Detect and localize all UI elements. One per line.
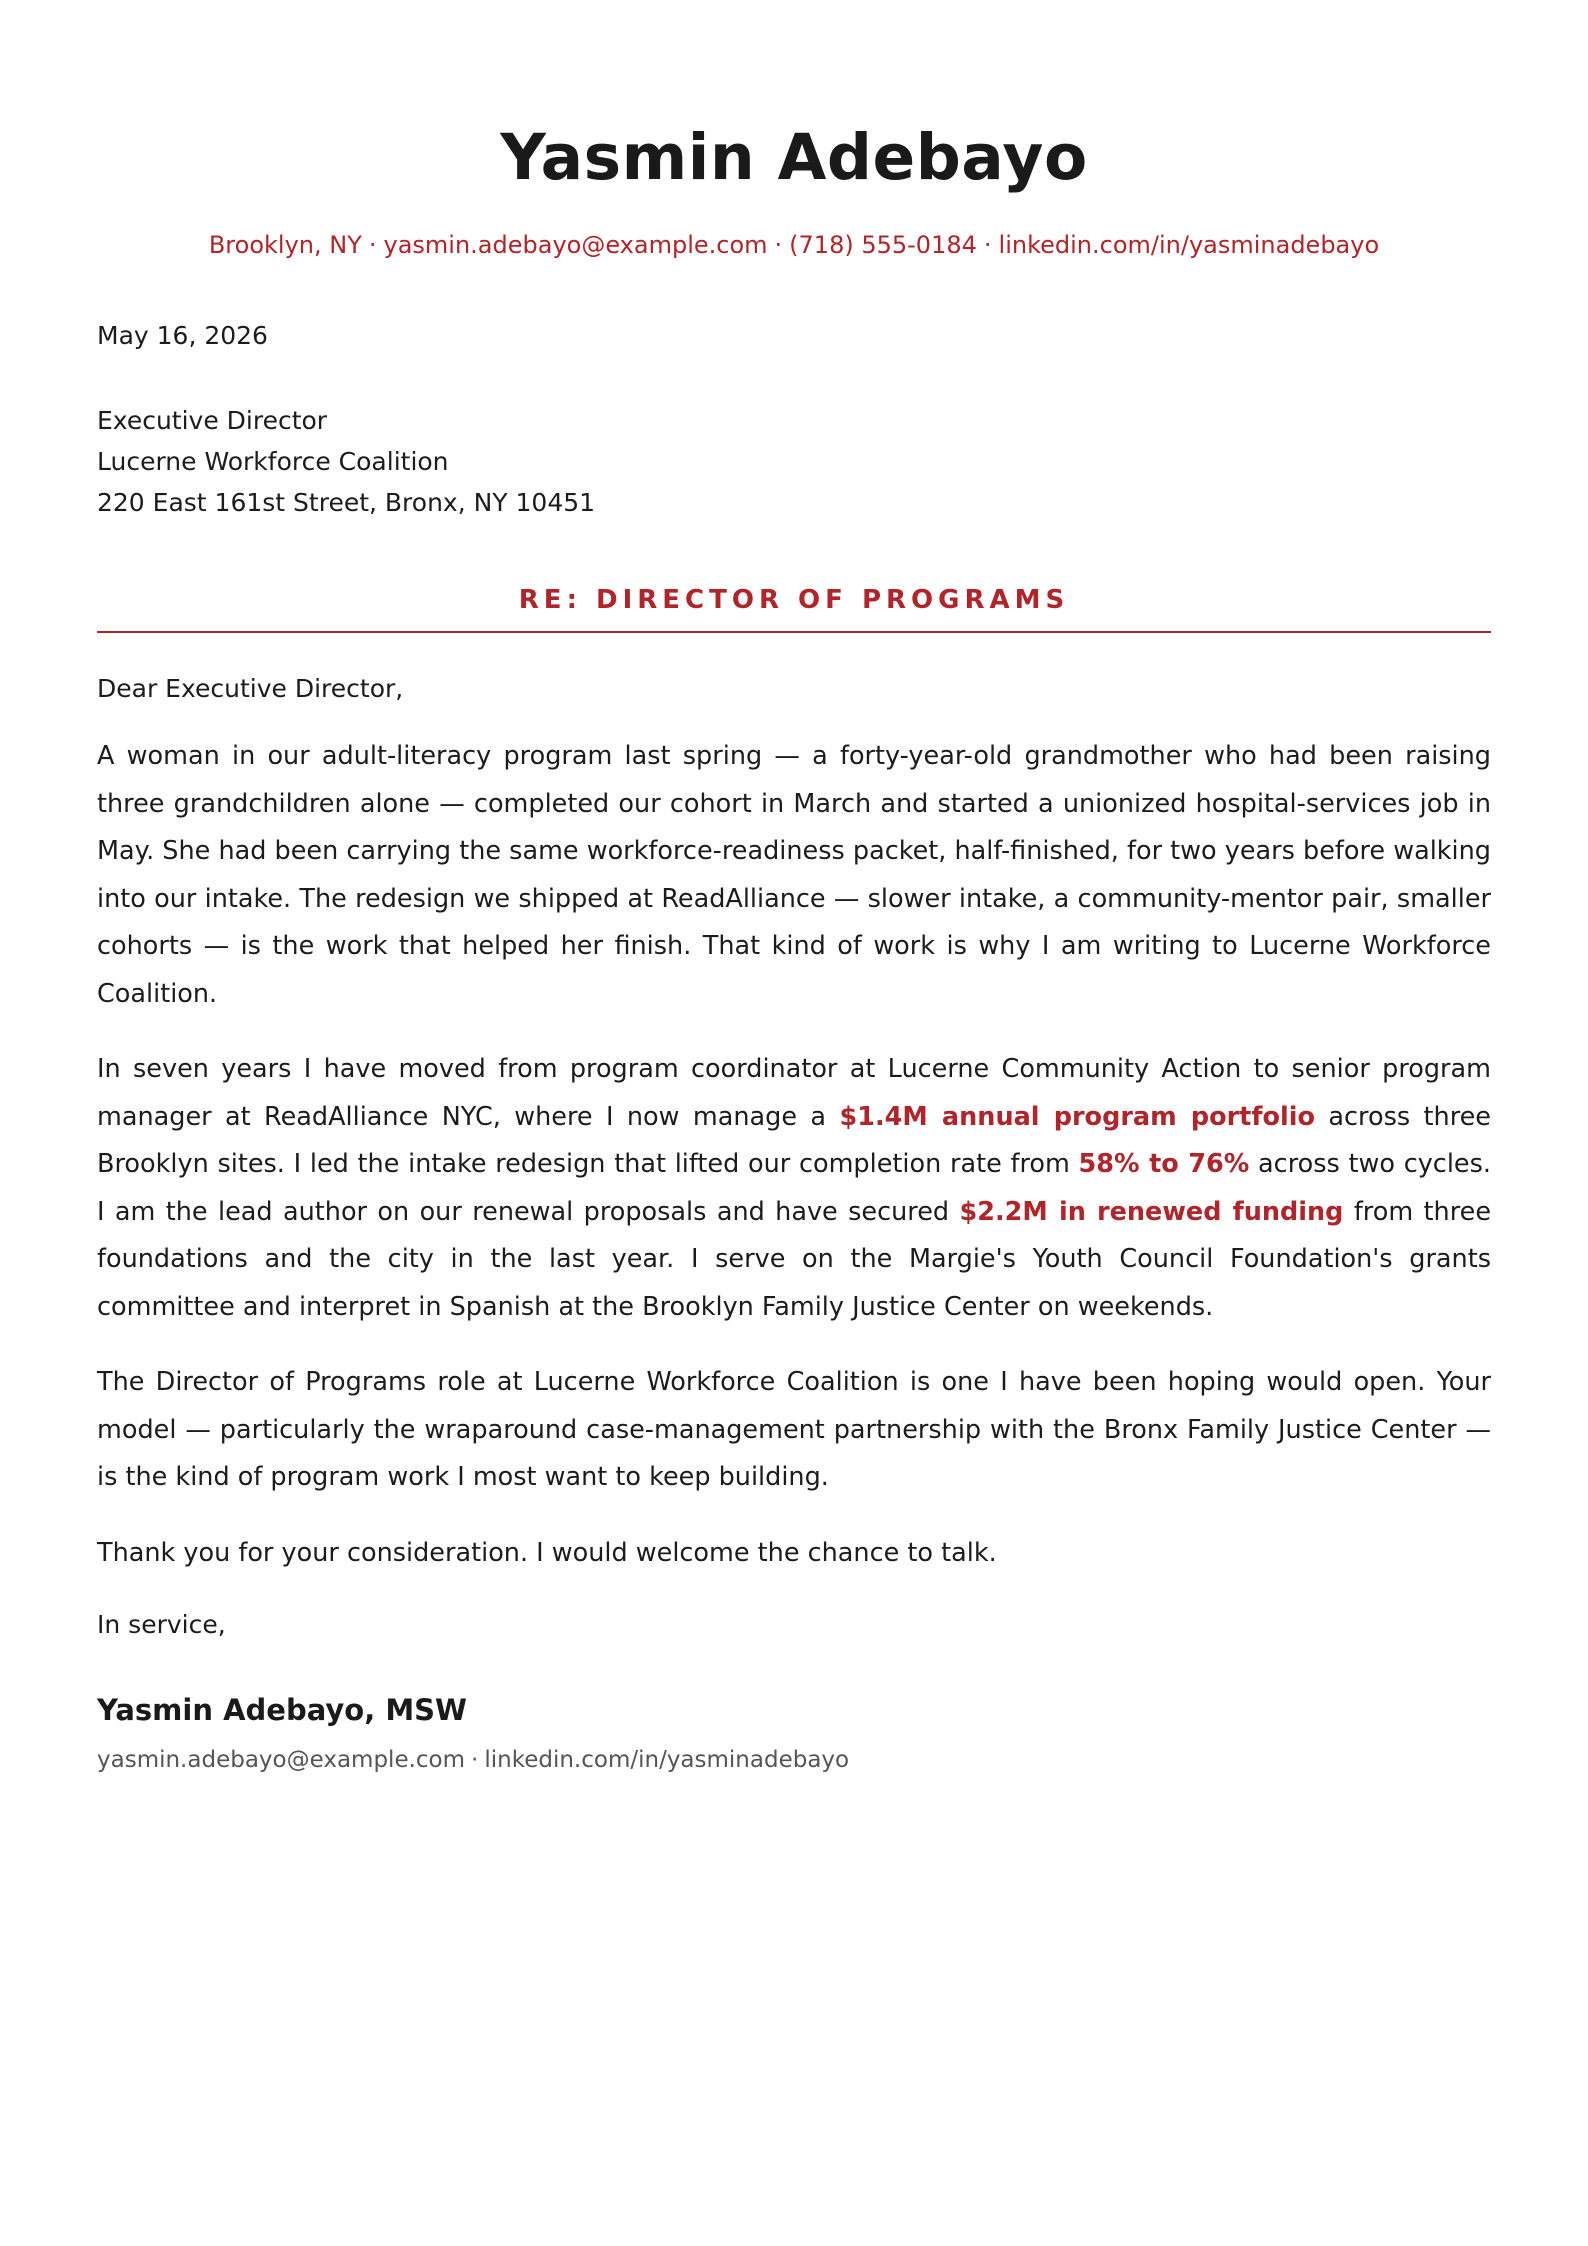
- separator: ·: [368, 231, 377, 259]
- paragraph-text: across two cycles. I am the lead author on our renewal proposals and have secured: [97, 1149, 1491, 1227]
- linkedin-link[interactable]: linkedin.com/in/yasminadebayo: [998, 231, 1380, 259]
- separator: ·: [774, 231, 783, 259]
- recipient-block: [97, 400, 1491, 523]
- contact-line: [97, 230, 1491, 260]
- body-paragraph-3: The Director of Programs role at Lucerne Workforce Coalition is one I have been hoping would open. Your model — particularly the wraparound case-management partnership with the Bronx Family Justice Center — is the kind of program work I most want to keep building.: [97, 1367, 1491, 1492]
- recipient-address: 220 East 161st Street, Bronx, NY 10451: [97, 488, 596, 517]
- applicant-name: Yasmin Adebayo: [500, 121, 1088, 194]
- letter-date: May 16, 2026: [97, 321, 268, 350]
- email-link[interactable]: yasmin.adebayo@example.com: [383, 231, 768, 259]
- paragraph-text: from three foundations and the city in the last year. I serve on the Margie's Youth Council Foundation's grants committee and interpret in Spanish at the Brooklyn Family Justice Center on weekends.: [97, 1196, 1492, 1322]
- highlight-portfolio: $1.4M annual program portfolio: [839, 1101, 1315, 1132]
- highlight-funding: $2.2M in renewed funding: [959, 1196, 1344, 1227]
- highlight-completion-rate: 58% to 76%: [1078, 1149, 1250, 1179]
- salutation: Dear Executive Director,: [97, 674, 404, 703]
- phone: (718) 555-0184: [789, 231, 977, 259]
- recipient-organization: Lucerne Workforce Coalition: [97, 447, 449, 476]
- body-paragraph-4: Thank you for your consideration. I would welcome the chance to talk.: [97, 1537, 997, 1568]
- paragraph-text: In seven years I have moved from program coordinator at Lucerne Community Action to senior program manager at ReadAlliance NYC, where I now manage a: [97, 1054, 1491, 1132]
- signature-email-link[interactable]: yasmin.adebayo@example.com: [97, 1747, 466, 1773]
- signature-name: Yasmin Adebayo, MSW: [97, 1693, 468, 1727]
- separator: ·: [471, 1747, 479, 1773]
- subject-line: RE: DIRECTOR OF PROGRAMS: [97, 583, 1491, 633]
- recipient-title: Executive Director: [97, 406, 328, 435]
- body-paragraph-1: A woman in our adult-literacy program last spring — a forty-year-old grandmother who had been raising three grandchildren alone — completed our cohort in March and started a unionized hospital-services job in May. She had been carrying the same workforce-readiness packet, half-finished, for two years before walking into our intake. The redesign we shipped at ReadAlliance — slower intake, a community-mentor pair, smaller cohorts — is the work that helped her finish. That kind of work is why I am writing to Lucerne Workforce Coalition.: [97, 741, 1491, 1009]
- signature-linkedin-link[interactable]: linkedin.com/in/yasminadebayo: [484, 1747, 850, 1773]
- separator: ·: [983, 231, 992, 259]
- body-paragraph-2: [97, 1046, 1491, 1331]
- closing: In service,: [97, 1610, 226, 1639]
- signature-contact: [97, 1745, 1491, 1775]
- paragraph-text: across three Brooklyn sites. I led the intake redesign that lifted our completion rate from: [97, 1101, 1491, 1179]
- location: Brooklyn, NY: [208, 231, 362, 259]
